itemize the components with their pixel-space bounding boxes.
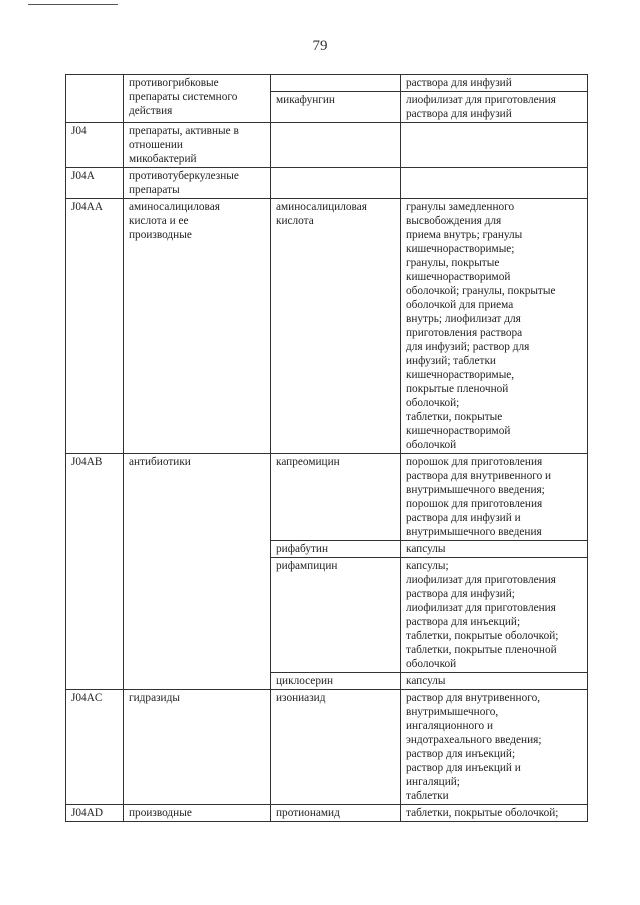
group-name-cell: производные — [124, 805, 271, 822]
dosage-form-cell: раствор для внутривенного, внутримышечного, ингаляционного и эндотрахеального введения; раствор для инъекций; раствор для инъекций и ингаляций; таблетки — [401, 690, 588, 805]
dosage-form-cell: капсулы; лиофилизат для приготовления раствора для инфузий; лиофилизат для приготовления раствора для инъекций; таблетки, покрытые оболочкой; таблетки, покрытые пленочной оболочкой — [401, 558, 588, 673]
dosage-form-cell: капсулы — [401, 541, 588, 558]
dosage-form-cell: гранулы замедленного высвобождения для приема внутрь; гранулы кишечнорастворимые; гранулы, покрытые кишечнорастворимой оболочкой; гранулы, покрытые оболочкой для приема внутрь; лиофилизат для приготовления раствора для инфузий; раствор для инфузий; таблетки кишечнорастворимые, покрытые пленочной оболочкой; таблетки, покрытые кишечнорастворимой оболочкой — [401, 199, 588, 454]
drug-name-cell — [271, 168, 401, 199]
atc-code-cell: J04A — [66, 168, 124, 199]
table-row — [66, 168, 588, 199]
atc-code-cell: J04AD — [66, 805, 124, 822]
table-row — [66, 123, 588, 168]
drug-classification-table — [65, 74, 588, 822]
atc-code-cell: J04AB — [66, 454, 124, 690]
dosage-form-cell — [401, 168, 588, 199]
group-name-cell: противотуберкулезные препараты — [124, 168, 271, 199]
drug-name-cell: циклосерин — [271, 673, 401, 690]
atc-code-cell: J04AC — [66, 690, 124, 805]
dosage-form-cell — [401, 123, 588, 168]
drug-name-cell: аминосалициловая кислота — [271, 199, 401, 454]
drug-name-cell — [271, 75, 401, 92]
group-name-cell: аминосалициловая кислота и ее производные — [124, 199, 271, 454]
drug-name-cell: изониазид — [271, 690, 401, 805]
dosage-form-cell: таблетки, покрытые оболочкой; — [401, 805, 588, 822]
drug-name-cell — [271, 123, 401, 168]
group-name-cell: антибиотики — [124, 454, 271, 690]
atc-code-cell — [66, 75, 124, 123]
table-row — [66, 690, 588, 805]
group-name-cell: гидразиды — [124, 690, 271, 805]
dosage-form-cell: лиофилизат для приготовления раствора для инфузий — [401, 92, 588, 123]
atc-code-cell: J04AA — [66, 199, 124, 454]
drug-name-cell: протионамид — [271, 805, 401, 822]
group-name-cell: противогрибковые препараты системного действия — [124, 75, 271, 123]
table-row — [66, 454, 588, 541]
dosage-form-cell: порошок для приготовления раствора для внутривенного и внутримышечного введения; порошок для приготовления раствора для инфузий и внутримышечного введения — [401, 454, 588, 541]
drug-name-cell: капреомицин — [271, 454, 401, 541]
dosage-form-cell: раствора для инфузий — [401, 75, 588, 92]
table-row — [66, 199, 588, 454]
atc-code-cell: J04 — [66, 123, 124, 168]
table-row — [66, 805, 588, 822]
page-number: 79 — [312, 38, 328, 54]
drug-name-cell: микафунгин — [271, 92, 401, 123]
table-row — [66, 75, 588, 92]
corner-scan-mark — [28, 4, 118, 5]
drug-name-cell: рифампицин — [271, 558, 401, 673]
group-name-cell: препараты, активные в отношении микобактерий — [124, 123, 271, 168]
dosage-form-cell: капсулы — [401, 673, 588, 690]
drug-name-cell: рифабутин — [271, 541, 401, 558]
